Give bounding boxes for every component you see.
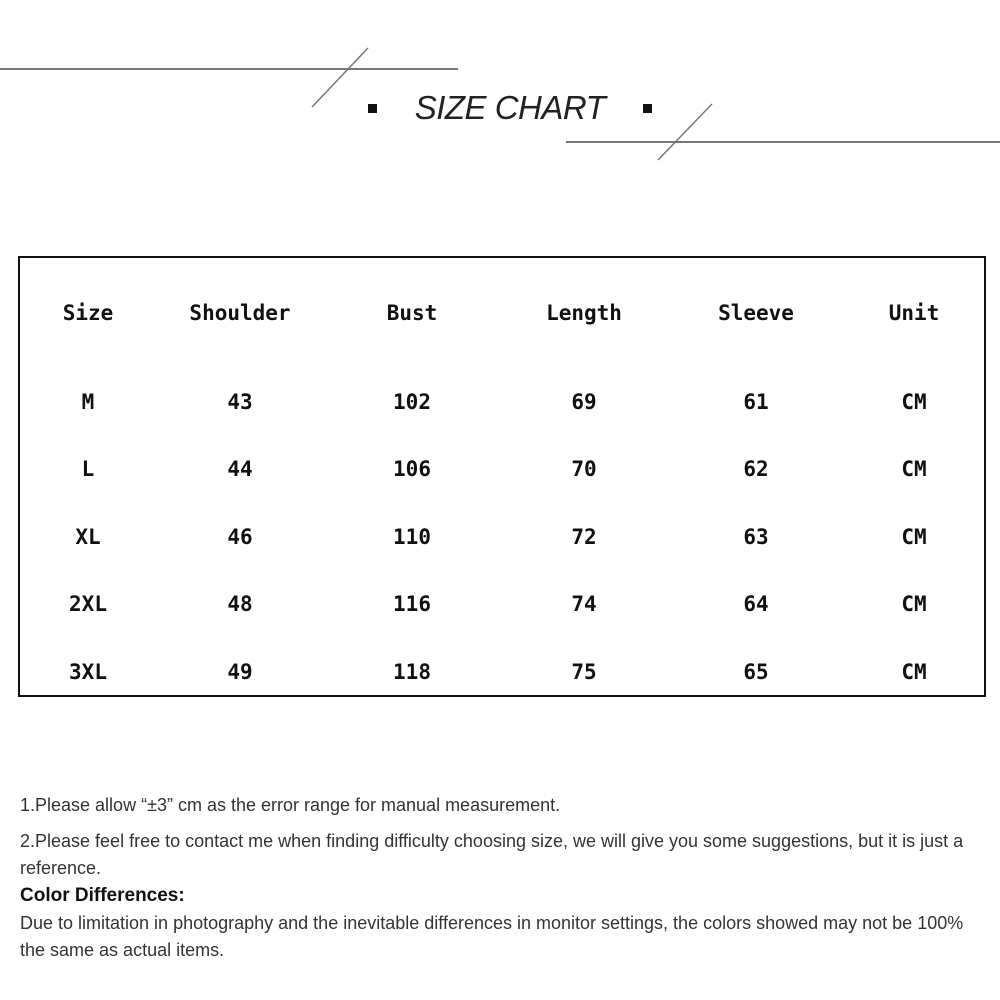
table-header-row [20,258,984,368]
header-length: Length [546,301,622,325]
cell-size: 2XL [69,592,107,617]
cell-shoulder: 48 [227,592,253,617]
table-row [20,368,984,436]
cell-sleeve: 64 [743,592,769,617]
cell-unit: CM [901,659,927,684]
cell-bust: 118 [393,659,431,684]
cell-sleeve: 65 [743,659,769,684]
cell-length: 70 [571,457,597,482]
header-unit: Unit [888,301,940,325]
header-size: Size [62,301,114,325]
cell-length: 69 [571,389,597,414]
cell-unit: CM [901,592,927,617]
cell-sleeve: 63 [743,524,769,549]
cell-unit: CM [901,457,927,482]
size-table-box [18,256,986,697]
cell-sleeve: 62 [743,457,769,482]
header-shoulder: Shoulder [189,301,291,325]
color-differences-heading: Color Differences: [20,885,185,906]
cell-size: XL [75,524,101,549]
cell-sleeve: 61 [743,389,769,414]
color-differences-text: Due to limitation in photography and the inevitable differences in monitor settings, the colors showed may not be 100% the same as actual items. [20,913,964,960]
cell-bust: 102 [393,389,431,414]
header-sleeve: Sleeve [718,301,794,325]
table-row [20,638,984,706]
size-table [20,258,984,706]
right-slash-line [658,104,712,160]
title-row [368,86,652,130]
cell-shoulder: 49 [227,659,253,684]
table-row [20,503,984,571]
cell-unit: CM [901,524,927,549]
cell-shoulder: 43 [227,389,253,414]
cell-shoulder: 46 [227,524,253,549]
page-title: SIZE CHART [414,89,606,126]
left-slash-line [312,48,368,107]
cell-bust: 106 [393,457,431,482]
left-bullet-icon [368,104,377,113]
cell-length: 74 [571,592,597,617]
cell-length: 72 [571,524,597,549]
header-bust: Bust [386,301,438,325]
cell-size: L [81,457,95,482]
cell-bust: 110 [393,524,431,549]
cell-length: 75 [571,659,597,684]
cell-shoulder: 44 [227,457,253,482]
table-row [20,571,984,639]
notes-section [20,792,985,964]
note-contact: 2.Please feel free to contact me when finding difficulty choosing size, we will give you some suggestions, but it is just a reference. [20,831,964,878]
right-bullet-icon [643,104,652,113]
note-error-range: 1.Please allow “±3” cm as the error range for manual measurement. [20,795,561,815]
cell-bust: 116 [393,592,431,617]
cell-size: M [81,389,95,414]
cell-size: 3XL [69,659,107,684]
cell-unit: CM [901,389,927,414]
table-row [20,436,984,504]
